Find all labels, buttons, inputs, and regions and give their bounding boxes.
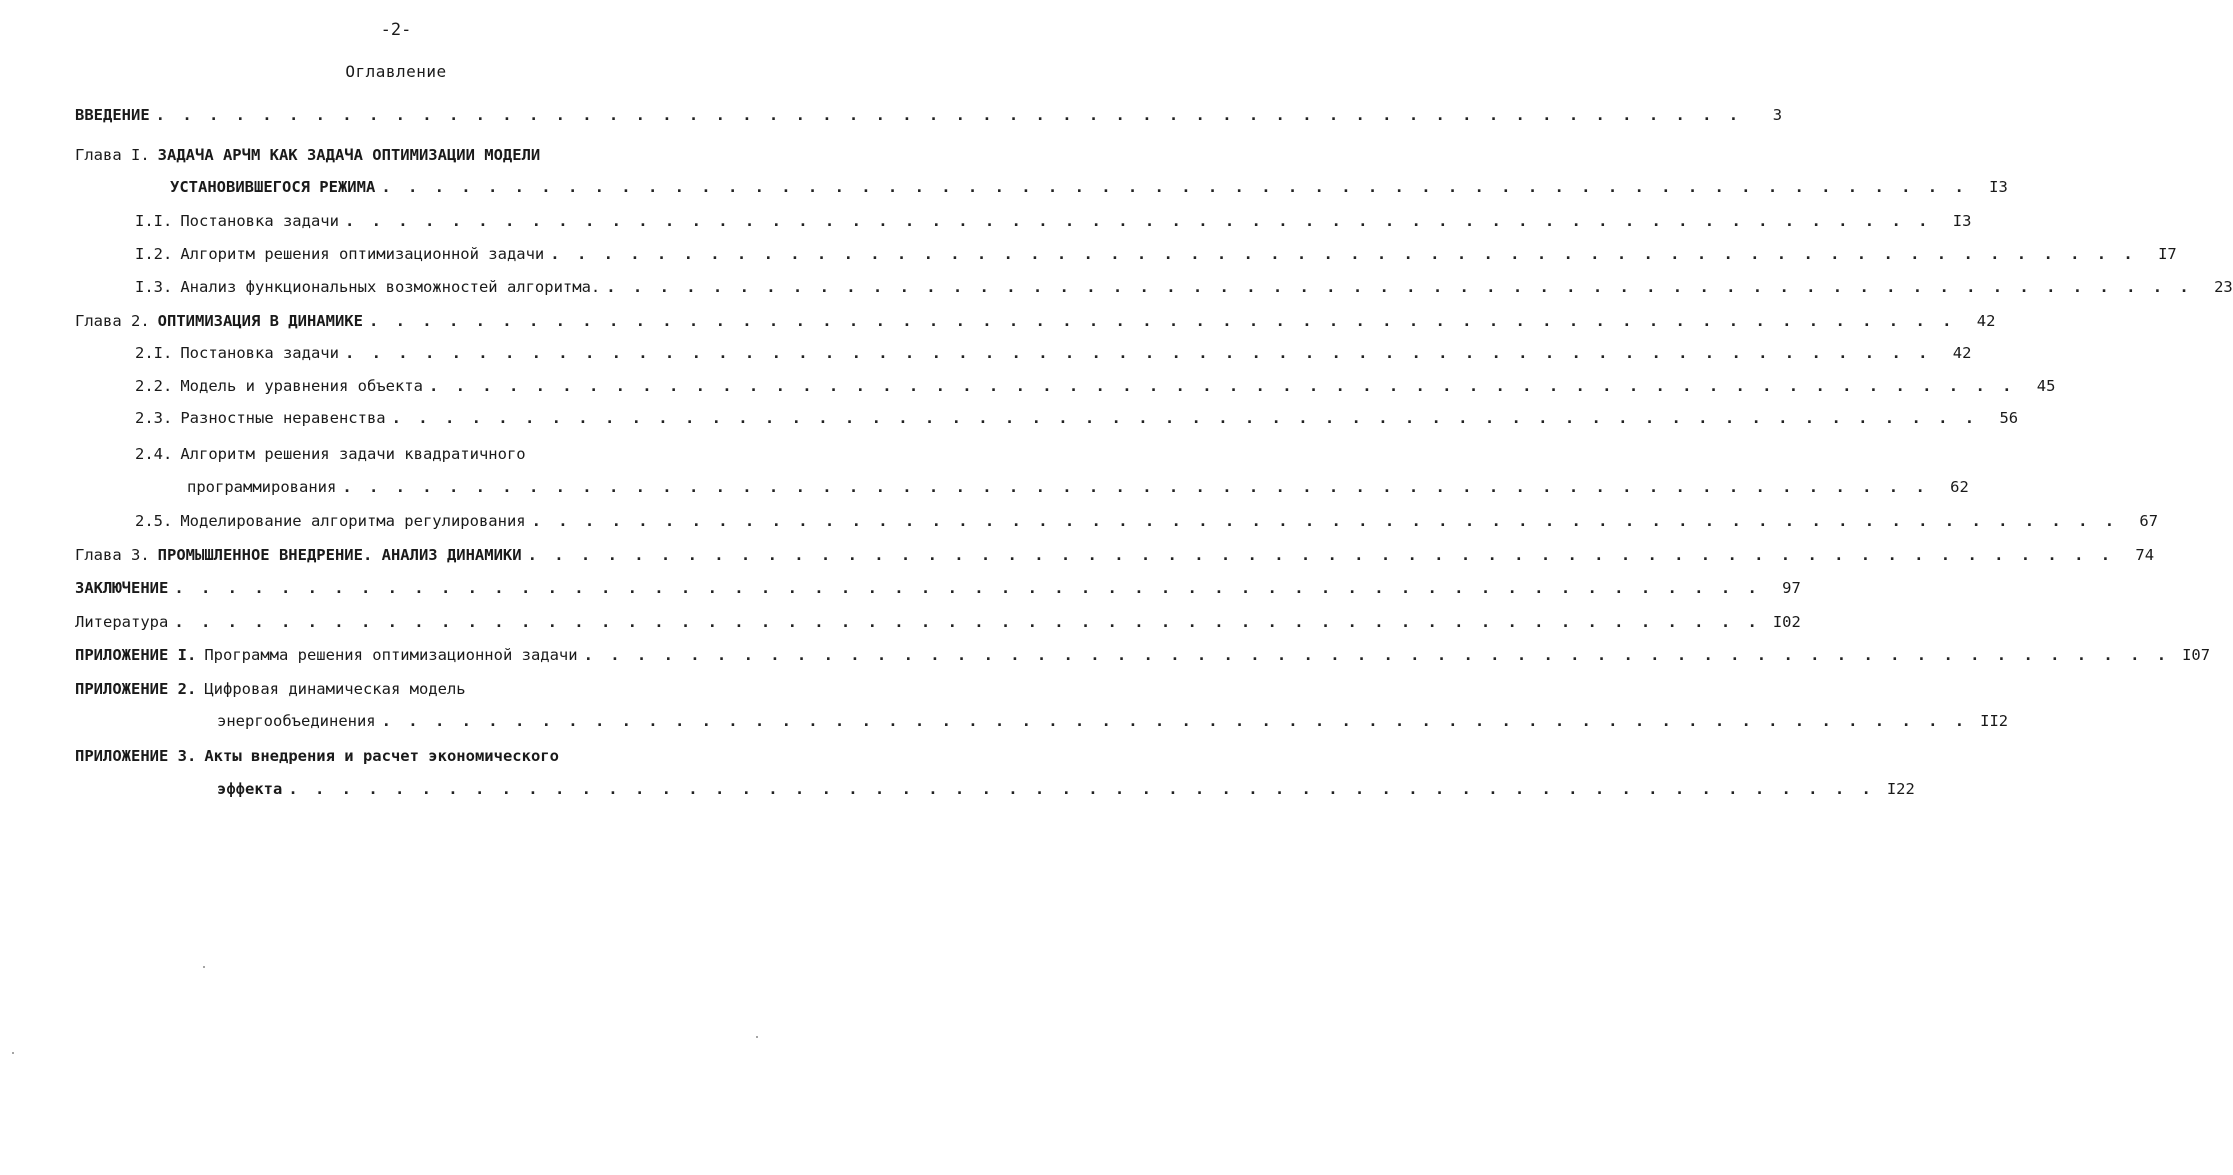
entry-text: Постановка задачи [180, 212, 339, 230]
leader-dots: . . . . . . . . . . . . . . . . . . . . . . . . . . . . . . . . . . . . . . . . . . . . . . . . . . . . . . . . . . . . [344, 212, 1932, 230]
entry-page: I3 [1952, 212, 1972, 230]
leader-dots: . . . . . . . . . . . . . . . . . . . . . . . . . . . . . . . . . . . . . . . . . . . . . . . . . . . . . . . . . . . . [391, 409, 1979, 427]
entry-number: Глава I. [75, 146, 150, 164]
toc-entry-2-2 [135, 377, 2056, 407]
entry-page: I22 [1886, 780, 1915, 798]
toc-entry-literature [75, 613, 1801, 643]
leader-dots: . . . . . . . . . . . . . . . . . . . . . . . . . . . . . . . . . . . . . . . . . . . . . . . . . . . . . . . . . . . . [428, 377, 2016, 395]
toc-entry-1-3 [135, 278, 2233, 308]
entry-text: ЗАДАЧА АРЧМ КАК ЗАДАЧА ОПТИМИЗАЦИИ МОДЕЛИ [157, 146, 541, 164]
leader-dots: . . . . . . . . . . . . . . . . . . . . . . . . . . . . . . . . . . . . . . . . . . . . . . . . . . . . . . . . . . . . [381, 712, 1969, 730]
entry-page: 45 [2036, 377, 2056, 395]
entry-text: Постановка задачи [180, 344, 339, 362]
entry-text: ПРОМЫШЛЕННОЕ ВНЕДРЕНИЕ. АНАЛИЗ ДИНАМИКИ [157, 546, 522, 564]
entry-number: ПРИЛОЖЕНИЕ 2. [75, 680, 197, 698]
toc-entry-appendix-3-cont [217, 780, 1915, 810]
leader-dots: . . . . . . . . . . . . . . . . . . . . . . . . . . . . . . . . . . . . . . . . . . . . . . . . . . . . . . . . . . . . [155, 106, 1743, 124]
entry-text: Цифровая динамическая модель [204, 680, 466, 698]
leader-dots: . . . . . . . . . . . . . . . . . . . . . . . . . . . . . . . . . . . . . . . . . . . . . . . . . . . . . . . . . . . . [606, 278, 2193, 296]
scan-speck [756, 1036, 758, 1038]
entry-page: I02 [1772, 613, 1801, 631]
entry-text: УСТАНОВИВШЕГОСЯ РЕЖИМА [170, 178, 376, 196]
entry-text: Литература [75, 613, 169, 631]
entry-text: эффекта [217, 780, 283, 798]
leader-dots: . . . . . . . . . . . . . . . . . . . . . . . . . . . . . . . . . . . . . . . . . . . . . . . . . . . . . . . . . . . . [342, 478, 1929, 496]
entry-text: энергообъединения [217, 712, 376, 730]
entry-number: ПРИЛОЖЕНИЕ 3. [75, 747, 197, 765]
toc-entry-2-5 [135, 512, 2159, 542]
entry-text: Модель и уравнения объекта [180, 377, 423, 395]
entry-page: 97 [1782, 579, 1801, 597]
entry-page: 42 [1952, 344, 1972, 362]
entry-number: I.2. [135, 245, 173, 263]
toc-entry-chapter-1 [75, 146, 715, 176]
entry-text: ОПТИМИЗАЦИЯ В ДИНАМИКЕ [157, 312, 363, 330]
entry-number: I.I. [135, 212, 173, 230]
leader-dots: . . . . . . . . . . . . . . . . . . . . . . . . . . . . . . . . . . . . . . . . . . . . . . . . . . . . . . . . . . . . [344, 344, 1932, 362]
toc-entry-appendix-2 [75, 680, 715, 710]
entry-text: ВВЕДЕНИЕ [75, 106, 150, 124]
leader-dots: . . . . . . . . . . . . . . . . . . . . . . . . . . . . . . . . . . . . . . . . . . . . . . . . . . . . . . . . . . . . [368, 312, 1956, 330]
entry-number: Глава 2. [75, 312, 150, 330]
entry-number: 2.3. [135, 409, 173, 427]
leader-dots: . . . . . . . . . . . . . . . . . . . . . . . . . . . . . . . . . . . . . . . . . . . . . . . . . . . . . . . . . . . . [531, 512, 2119, 530]
entry-page: I07 [2182, 646, 2211, 664]
toc-entry-appendix-1 [75, 646, 2211, 676]
leader-dots: . . . . . . . . . . . . . . . . . . . . . . . . . . . . . . . . . . . . . . . . . . . . . . . . . . . . . . . . . . . . [381, 178, 1968, 196]
toc-entry-2-3 [135, 409, 2019, 439]
entry-text: Алгоритм решения оптимизационной задачи [180, 245, 545, 263]
toc-entry-introduction [75, 106, 1783, 136]
toc-entry-2-4 [135, 445, 715, 475]
toc-entry-1-1 [135, 212, 1972, 242]
toc-entry-appendix-3 [75, 747, 715, 777]
leader-dots: . . . . . . . . . . . . . . . . . . . . . . . . . . . . . . . . . . . . . . . . . . . . . . . . . . . . . . . . . . . . [527, 546, 2115, 564]
entry-page: 62 [1950, 478, 1969, 496]
leader-dots: . . . . . . . . . . . . . . . . . . . . . . . . . . . . . . . . . . . . . . . . . . . . . . . . . . . . . . . . . . . . [174, 579, 1761, 597]
entry-page: I7 [2158, 245, 2177, 263]
toc-entry-chapter-3 [75, 546, 2155, 576]
entry-page: 67 [2139, 512, 2159, 530]
entry-text: Алгоритм решения задачи квадратичного [180, 445, 526, 463]
leader-dots: . . . . . . . . . . . . . . . . . . . . . . . . . . . . . . . . . . . . . . . . . . . . . . . . . . . . . . . . . . . . [174, 613, 1761, 631]
entry-text: ЗАКЛЮЧЕНИЕ [75, 579, 169, 597]
leader-dots: . . . . . . . . . . . . . . . . . . . . . . . . . . . . . . . . . . . . . . . . . . . . . . . . . . . . . . . . . . . . [288, 780, 1875, 798]
entry-number: I.3. [135, 278, 173, 296]
entry-page: 74 [2135, 546, 2155, 564]
entry-page: II2 [1980, 712, 2009, 730]
entry-page: 56 [1999, 409, 2019, 427]
entry-number: 2.2. [135, 377, 173, 395]
entry-text: Анализ функциональных возможностей алгоритма. [180, 278, 601, 296]
entry-text: Акты внедрения и расчет экономического [204, 747, 559, 765]
toc-entry-chapter-2 [75, 312, 1996, 342]
entry-page: I3 [1989, 178, 2008, 196]
entry-number: Глава 3. [75, 546, 150, 564]
entry-text: программирования [187, 478, 337, 496]
toc-entry-conclusion [75, 579, 1801, 609]
toc-entry-chapter-1-cont [170, 178, 2008, 208]
scan-speck [12, 1052, 14, 1054]
scan-speck [203, 966, 205, 968]
leader-dots: . . . . . . . . . . . . . . . . . . . . . . . . . . . . . . . . . . . . . . . . . . . . . . . . . . . . . . . . . . . . [550, 245, 2137, 263]
entry-text: Программа решения оптимизационной задачи [204, 646, 578, 664]
entry-number: 2.I. [135, 344, 173, 362]
toc-entry-1-2 [135, 245, 2177, 275]
entry-page: 42 [1976, 312, 1996, 330]
entry-page: 23 [2214, 278, 2233, 296]
entry-number: 2.5. [135, 512, 173, 530]
toc-title: Оглавление [345, 62, 447, 81]
entry-number: ПРИЛОЖЕНИЕ I. [75, 646, 197, 664]
entry-number: 2.4. [135, 445, 173, 463]
toc-entry-2-4-cont [187, 478, 1969, 508]
leader-dots: . . . . . . . . . . . . . . . . . . . . . . . . . . . . . . . . . . . . . . . . . . . . . . . . . . . . . . . . . . . . [583, 646, 2171, 664]
entry-text: Моделирование алгоритма регулирования [180, 512, 526, 530]
toc-entry-appendix-2-cont [217, 712, 2009, 742]
entry-text: Разностные неравенства [180, 409, 386, 427]
toc-entry-2-1 [135, 344, 1972, 374]
page-number: -2- [380, 20, 412, 40]
entry-page: 3 [1772, 106, 1783, 124]
